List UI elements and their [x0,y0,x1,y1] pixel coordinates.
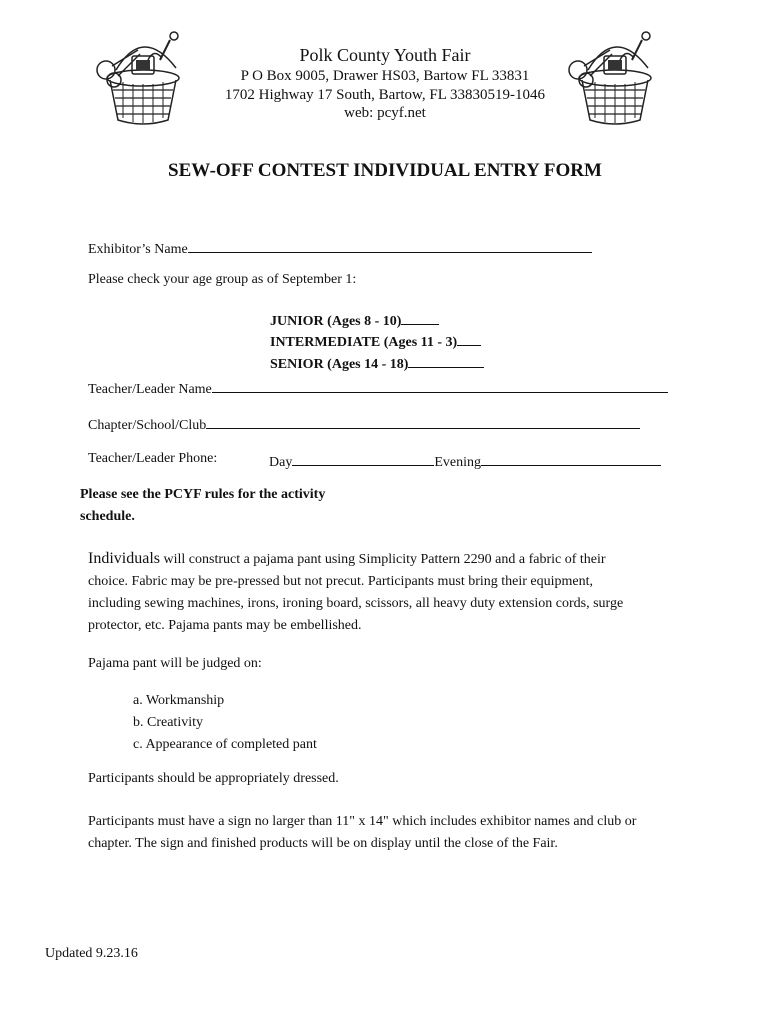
exhibitor-name-field [88,238,592,258]
individuals-word: Individuals [88,550,160,567]
updated-date: Updated 9.23.16 [45,946,138,961]
age-option-label: INTERMEDIATE (Ages 11 - 3) [270,335,458,350]
day-label: Day [269,455,293,470]
chapter-line[interactable] [206,414,640,429]
day-phone-line[interactable] [292,451,434,466]
evening-phone-line[interactable] [481,451,661,466]
age-option-intermediate [270,331,481,351]
exhibitor-name-label: Exhibitor’s Name [88,242,188,257]
chapter-label: Chapter/School/Club [88,418,207,433]
age-check-senior[interactable] [408,353,484,368]
address-line-2: 1702 Highway 17 South, Bartow, FL 33830519-1046 [224,87,546,103]
criteria-item: c. Appearance of completed pant [133,737,317,752]
paragraph-line: choice. Fabric may be pre-pressed but not precut. Participants must bring their equipment, [88,574,594,589]
rules-notice-line-2: schedule. [80,509,135,524]
paragraph-line: chapter. The sign and finished products will be on display until the close of the Fair. [88,836,558,851]
dress-code: Participants should be appropriately dressed. [88,771,339,786]
individuals-paragraph [88,548,698,637]
form-title: SEW-OFF CONTEST INDIVIDUAL ENTRY FORM [168,160,602,181]
age-option-senior [270,353,484,373]
age-prompt: Please check your age group as of September 1: [88,272,357,287]
evening-label: Evening [434,455,481,470]
teacher-name-label: Teacher/Leader Name [88,382,212,397]
address-line-1: P O Box 9005, Drawer HS03, Bartow FL 33831 [240,68,530,84]
age-check-junior[interactable] [401,310,439,325]
age-option-label: SENIOR (Ages 14 - 18) [270,357,409,372]
criteria-item: b. Creativity [133,715,203,730]
exhibitor-name-line[interactable] [188,238,592,253]
paragraph-line: Participants must have a sign no larger than 11" x 14" which includes exhibitor names and club or [88,814,637,829]
chapter-field [88,414,640,434]
phone-label: Teacher/Leader Phone: [88,451,218,466]
paragraph-line: protector, etc. Pajama pants may be embellished. [88,618,362,633]
judging-criteria-list [133,690,317,756]
teacher-name-line[interactable] [212,378,668,393]
criteria-item: a. Workmanship [133,693,225,708]
age-check-intermediate[interactable] [457,331,481,346]
org-name: Polk County Youth Fair [299,45,471,65]
sign-paragraph [88,811,708,855]
judged-intro: Pajama pant will be judged on: [88,656,262,671]
paragraph-line: including sewing machines, irons, ironing board, scissors, all heavy duty extension cords, surge [88,596,624,611]
phone-fields [269,451,661,471]
age-option-junior [270,310,439,330]
rules-notice-line-1: Please see the PCYF rules for the activity [80,487,326,502]
age-option-label: JUNIOR (Ages 8 - 10) [270,314,402,329]
teacher-name-field [88,378,668,398]
website: web: pcyf.net [344,105,426,121]
paragraph-line: will construct a pajama pant using Simplicity Pattern 2290 and a fabric of their [160,552,606,567]
